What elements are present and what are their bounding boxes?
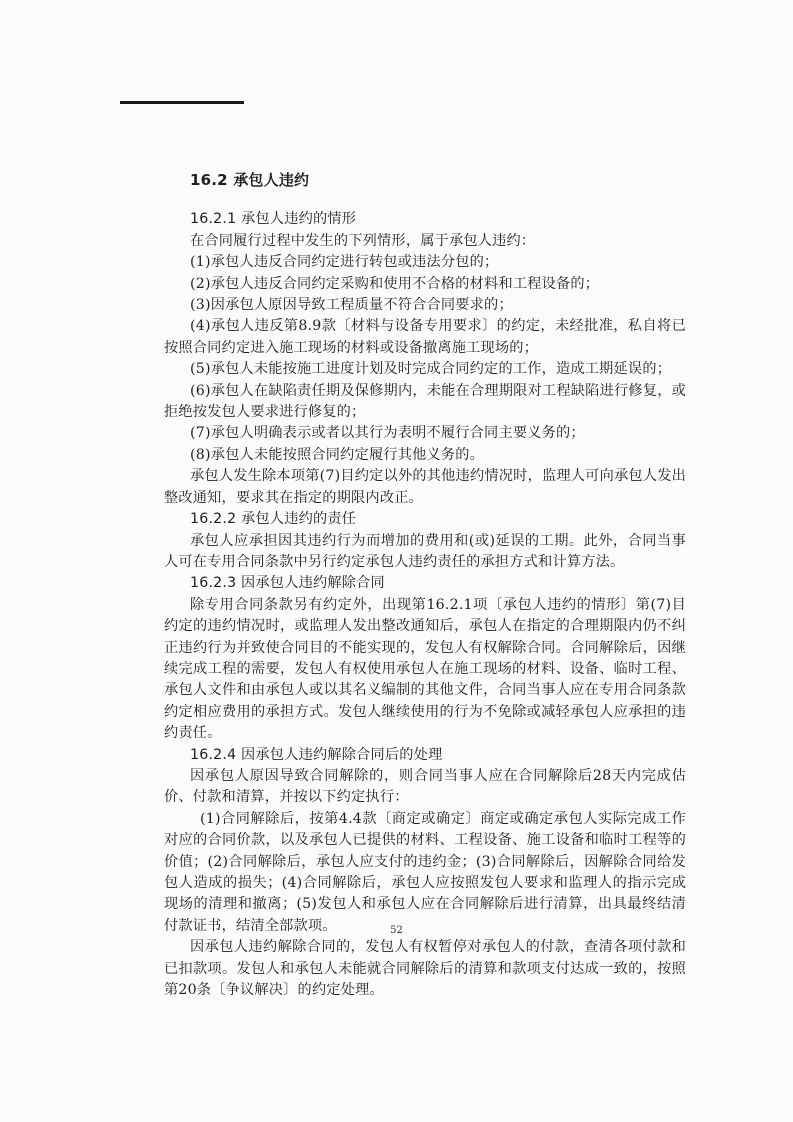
paragraph: (1)承包人违反合同约定进行转包或违法分包的； — [190, 254, 499, 271]
document-body — [164, 170, 686, 1001]
paragraph: 因承包人违约解除合同的，发包人有权暂停对承包人的付款，查清各项付款和已扣款项。发包人和承包人未能就合同解除后的清算和款项支付达成一致的，按照第20条〔争议解决〕的约定处理。 — [164, 939, 686, 999]
subsection-heading: 16.2.4 因承包人违约解除合同后的处理 — [190, 746, 443, 763]
section-heading: 16.2 承包人违约 — [190, 171, 310, 189]
subsection-heading: 16.2.2 承包人违约的责任 — [190, 511, 357, 528]
paragraph: 在合同履行过程中发生的下列情形，属于承包人违约： — [190, 232, 536, 249]
paragraph: (8)承包人未能按照合同约定履行其他义务的。 — [190, 446, 485, 463]
paragraph: (6)承包人在缺陷责任期及保修期内，未能在合理期限对工程缺陷进行修复，或拒绝按发包人要求进行修复的； — [164, 382, 686, 421]
paragraph: (5)承包人未能按施工进度计划及时完成合同约定的工作，造成工期延误的； — [190, 361, 672, 378]
paragraph: 因承包人原因导致合同解除的，则合同当事人应在合同解除后28天内完成估价、付款和清算，并按以下约定执行： — [164, 767, 686, 806]
paragraph: (7)承包人明确表示或者以其行为表明不履行合同主要义务的； — [190, 425, 585, 442]
paragraph: (3)因承包人原因导致工程质量不符合合同要求的； — [190, 297, 513, 314]
page-number: 52 — [390, 925, 403, 936]
paragraph: (1)合同解除后，按第4.4款〔商定或确定〕商定或确定承包人实际完成工作对应的合同价款，以及承包人已提供的材料、工程设备、施工设备和临时工程等的价值；(2)合同解除后，承包人应支付的违约金；(3)合同解除后，因解除合同给发包人造成的损失；(4)合同解除后，承包人应按照发包人要求和监理人的指示完成现场的清理和撤离；(5)发包人和承包人应在合同解除后进行清算，出具最终结清付款证书，结清全部款项。 — [164, 810, 686, 934]
paragraph: (4)承包人违反第8.9款〔材料与设备专用要求〕的约定，未经批准，私自将已按照合同约定进入施工现场的材料或设备撤离施工现场的； — [164, 318, 686, 356]
paragraph-list — [164, 209, 686, 1001]
paragraph: (2)承包人违反合同约定采购和使用不合格的材料和工程设备的； — [190, 275, 600, 292]
paragraph: 除专用合同条款另有约定外，出现第16.2.1项〔承包人违约的情形〕第(7)目约定的违约情况时，或监理人发出整改通知后，承包人在指定的合理期限内仍不纠正违约行为并致使合同目的不能实现的，发包人有权解除合同。合同解除后，因继续完成工程的需要，发包人有权使用承包人在施工现场的材料、设备、临时工程、承包人文件和由承包人或以其名义编制的其他文件，合同当事人应在专用合同条款约定相应费用的承担方式。发包人继续使用的行为不免除或减轻承包人应承担的违约责任。 — [164, 596, 686, 742]
header-rule — [120, 101, 244, 104]
subsection-heading: 16.2.3 因承包人违约解除合同 — [190, 575, 385, 592]
paragraph: 承包人应承担因其违约行为而增加的费用和(或)延误的工期。此外，合同当事人可在专用合同条款中另行约定承包人违约责任的承担方式和计算方法。 — [164, 532, 686, 570]
paragraph: 承包人发生除本项第(7)目约定以外的其他违约情况时，监理人可向承包人发出整改通知，要求其在指定的期限内改正。 — [164, 468, 686, 506]
subsection-heading: 16.2.1 承包人违约的情形 — [190, 211, 357, 228]
